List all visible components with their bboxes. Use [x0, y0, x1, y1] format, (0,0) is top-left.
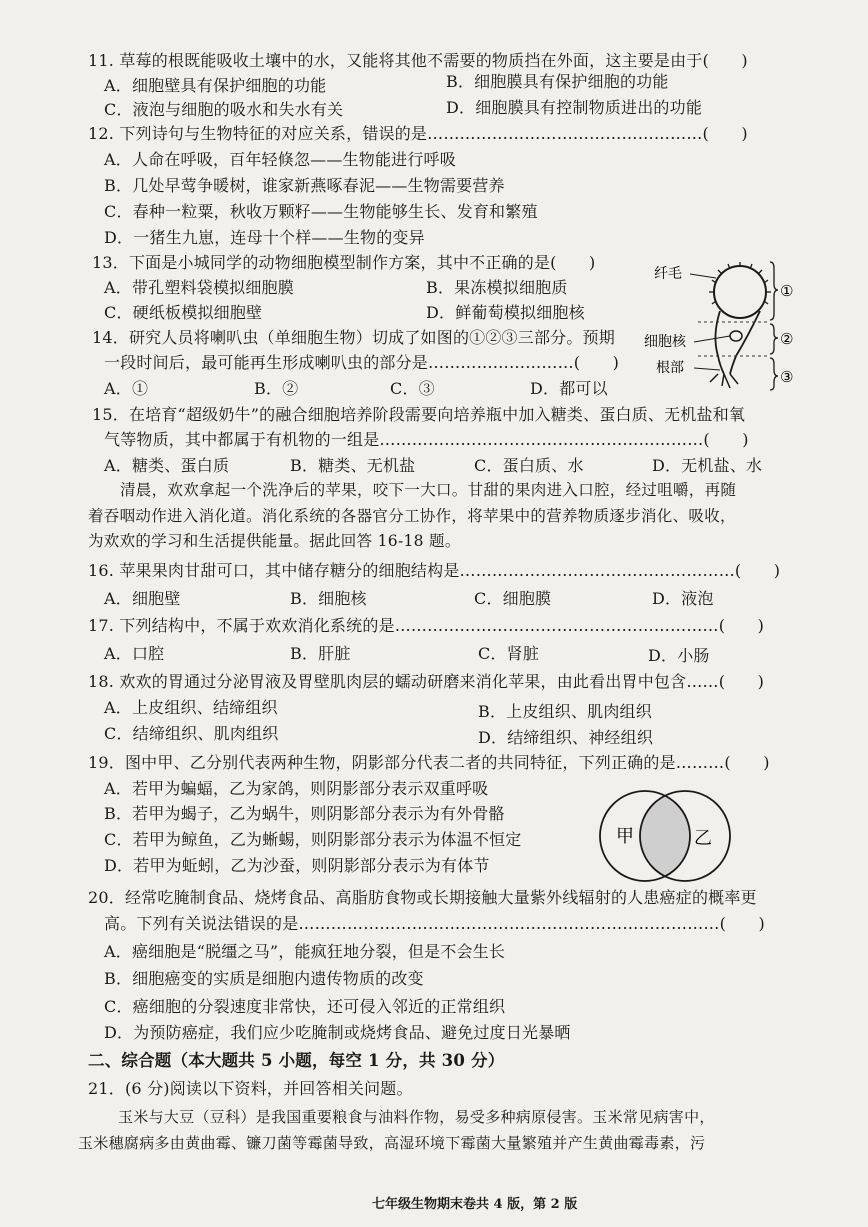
- part-3-label: ③: [780, 368, 794, 386]
- option-20b: B．细胞癌变的实质是细胞内遗传物质的改变: [104, 969, 424, 988]
- option-19a: A．若甲为蝙蝠，乙为家鸽，则阴影部分表示双重呼吸: [104, 779, 489, 798]
- page-footer: 七年级生物期末卷共 4 版，第 2 版: [372, 1197, 578, 1212]
- nucleus-shape: [730, 331, 742, 341]
- option-14d: D．都可以: [530, 379, 608, 398]
- option-19c: C．若甲为鲸鱼，乙为蜥蜴，则阴影部分表示为体温不恒定: [104, 830, 522, 849]
- option-20d: D．为预防癌症，我们应少吃腌制或烧烤食品、避免过度日光暴晒: [104, 1023, 571, 1042]
- question-12-stem: 12. 下列诗句与生物特征的对应关系，错误的是……………………………………………( ): [88, 124, 748, 143]
- option-11c: C．液泡与细胞的吸水和失水有关: [104, 100, 344, 119]
- question-20-stem-line1: 20．经常吃腌制食品、烧烤食品、高脂肪食物或长期接触大量紫外线辐射的人患癌症的概率更: [88, 888, 757, 907]
- question-13-stem: 13．下面是小城同学的动物细胞模型制作方案，其中不正确的是( ): [92, 253, 596, 272]
- option-11a: A．细胞壁具有保护细胞的功能: [104, 76, 327, 95]
- option-17a: A．口腔: [104, 644, 165, 663]
- question-14-stem-line2: 一段时间后，最可能再生形成喇叭虫的部分是………………………( ): [104, 353, 620, 372]
- option-15c: C．蛋白质、水: [474, 456, 584, 475]
- question-16-stem: 16. 苹果果肉甘甜可口，其中储存糖分的细胞结构是……………………………………………( ): [88, 561, 781, 580]
- venn-diagram: [590, 784, 740, 888]
- option-12d: D．一猪生九崽，连母十个样——生物的变异: [104, 228, 425, 247]
- question-20-stem-line2: 高。下列有关说法错误的是……………………………………………………………………( ): [104, 914, 765, 933]
- option-13a: A．带孔塑料袋模拟细胞膜: [104, 278, 294, 297]
- option-17d: D．小肠: [648, 646, 710, 665]
- option-17b: B．肝脏: [290, 644, 351, 663]
- section-2-title: 二、综合题（本大题共 5 小题，每空 1 分，共 30 分）: [88, 1051, 505, 1070]
- label-nucleus: 细胞核: [644, 334, 686, 350]
- option-14a: A．①: [104, 379, 149, 398]
- option-15a: A．糖类、蛋白质: [104, 456, 230, 475]
- option-13b: B．果冻模拟细胞质: [426, 278, 568, 297]
- question-11-stem: 11. 草莓的根既能吸收土壤中的水，又能将其他不需要的物质挡在外面，这主要是由于( ): [88, 51, 748, 70]
- option-13c: C．硬纸板模拟细胞壁: [104, 303, 263, 322]
- venn-right-label: 乙: [694, 828, 712, 849]
- option-15d: D．无机盐、水: [652, 456, 763, 475]
- option-11d: D．细胞膜具有控制物质进出的功能: [446, 98, 703, 117]
- option-20c: C．癌细胞的分裂速度非常快，还可侵入邻近的正常组织: [104, 997, 506, 1016]
- option-18b: B．上皮组织、肌肉组织: [478, 702, 652, 721]
- option-12b: B．几处早莺争暖树，谁家新燕啄春泥——生物需要营养: [104, 176, 505, 195]
- option-12a: A．人命在呼吸，百年轻倏忽——生物能进行呼吸: [104, 150, 456, 169]
- option-16d: D．液泡: [652, 589, 714, 608]
- passage-line-2: 着吞咽动作进入消化道。消化系统的各器官分工协作，将苹果中的营养物质逐步消化、吸收，: [88, 507, 736, 525]
- option-19b: B．若甲为蝎子，乙为蜗牛，则阴影部分表示为有外骨骼: [104, 804, 505, 823]
- q21-material-line-2: 玉米穗腐病多由黄曲霉、镰刀菌等霉菌导致，高湿环境下霉菌大量繁殖并产生黄曲霉毒素，污: [78, 1134, 706, 1152]
- option-14b: B．②: [254, 379, 299, 398]
- option-18c: C．结缔组织、肌肉组织: [104, 724, 279, 743]
- question-15-stem-line1: 15．在培育“超级奶牛”的融合细胞培养阶段需要向培养瓶中加入糖类、蛋白质、无机盐和氧: [92, 405, 746, 424]
- question-19-stem: 19．图中甲、乙分别代表两种生物，阴影部分代表二者的共同特征，下列正确的是………( ): [88, 753, 770, 772]
- option-20a: A．癌细胞是“脱缰之马”，能疯狂地分裂，但是不会生长: [104, 942, 506, 961]
- option-15b: B．糖类、无机盐: [290, 456, 416, 475]
- question-17-stem: 17. 下列结构中，不属于欢欢消化系统的是……………………………………………………( ): [88, 616, 765, 635]
- label-root: 根部: [656, 360, 684, 376]
- option-16c: C．细胞膜: [474, 589, 552, 608]
- option-17c: C．肾脏: [478, 644, 540, 663]
- option-16a: A．细胞壁: [104, 589, 181, 608]
- option-18d: D．结缔组织、神经组织: [478, 728, 654, 747]
- option-18a: A．上皮组织、结缔组织: [104, 698, 278, 717]
- trumpet-animal-figure: [640, 256, 800, 396]
- question-14-stem-line1: 14．研究人员将喇叭虫（单细胞生物）切成了如图的①②③三部分。预期: [92, 328, 615, 347]
- option-16b: B．细胞核: [290, 589, 367, 608]
- venn-left-label: 甲: [616, 826, 634, 847]
- option-13d: D．鲜葡萄模拟细胞核: [426, 303, 585, 322]
- label-cilia: 纤毛: [654, 266, 682, 282]
- option-12c: C．春种一粒粟，秋收万颗籽——生物能够生长、发育和繁殖: [104, 202, 538, 221]
- option-19d: D．若甲为蚯蚓，乙为沙蚕，则阴影部分表示为有体节: [104, 856, 490, 875]
- question-21-stem: 21．(6 分)阅读以下资料，并回答相关问题。: [88, 1079, 413, 1098]
- question-18-stem: 18. 欢欢的胃通过分泌胃液及胃壁肌肉层的蠕动研磨来消化苹果，由此看出胃中包含……( ): [88, 672, 765, 691]
- option-11b: B．细胞膜具有保护细胞的功能: [446, 72, 669, 91]
- q21-material-line-1: 玉米与大豆（豆科）是我国重要粮食与油料作物，易受多种病原侵害。玉米常见病害中，: [118, 1108, 715, 1126]
- part-1-label: ①: [780, 282, 794, 300]
- part-2-label: ②: [780, 330, 794, 348]
- option-14c: C．③: [390, 379, 435, 398]
- passage-line-3: 为欢欢的学习和生活提供能量。据此回答 16-18 题。: [88, 532, 461, 550]
- passage-line-1: 清晨，欢欢拿起一个洗净后的苹果，咬下一大口。甘甜的果肉进入口腔，经过咀嚼，再随: [120, 481, 737, 499]
- question-15-stem-line2: 气等物质，其中都属于有机物的一组是……………………………………………………( ): [104, 430, 749, 449]
